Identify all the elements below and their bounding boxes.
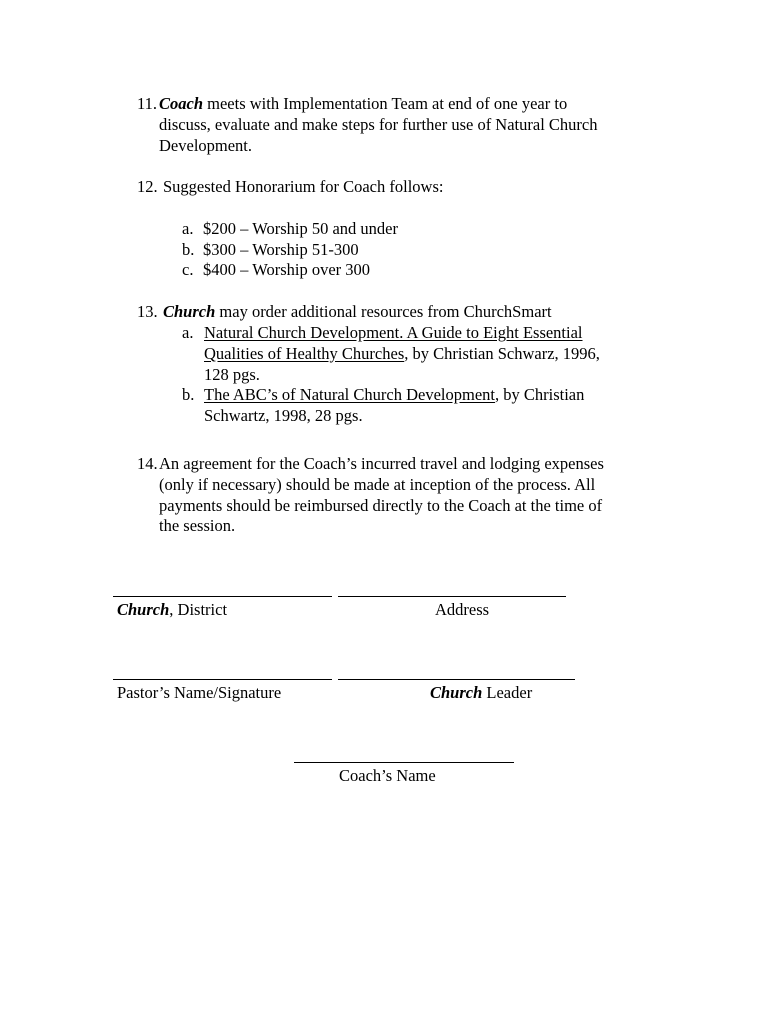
item-11-line-1 [159,94,659,115]
signature-line-address[interactable] [338,596,566,597]
signature-line-church-district[interactable] [113,596,332,597]
resource-b [182,385,642,429]
book-pages: 128 pgs. [204,364,260,384]
sub-letter: b. [182,240,195,259]
item-14-line-4: the session. [159,516,236,536]
item-11-bold-word: Coach [159,94,204,113]
signature-line-church-leader[interactable] [338,679,575,680]
sub-text: $200 – Worship 50 and under [203,219,398,238]
book-title-line-2: Qualities of Healthy Churches [204,343,405,363]
item-13-bold-word: Church [163,302,216,321]
signature-line-pastor[interactable] [113,679,332,680]
item-number: 13. [137,302,158,321]
item-14-line-1: An agreement for the Coach’s incurred travel and lodging expenses [159,454,604,473]
honorarium-option-a [182,219,602,241]
sub-letter: a. [182,323,194,342]
church-bold-word: Church [117,600,170,619]
district-text: , District [169,600,228,619]
item-14-line-2: (only if necessary) should be made at inception of the process. All [159,474,596,494]
item-11-line-3: Development. [159,135,253,155]
sub-text: $300 – Worship 51-300 [203,240,359,259]
book-title-line-1: Natural Church Development. A Guide to Eight Essential [204,323,583,342]
leader-text: Leader [482,683,533,702]
item-12-text: Suggested Honorarium for Coach follows: [163,177,444,196]
item-number: 12. [137,177,158,196]
church-bold-word: Church [430,683,483,702]
honorarium-option-c [182,260,602,282]
list-item-13 [137,302,657,324]
book-title: The ABC’s of Natural Church Development [204,385,495,404]
address-label: Address [435,600,490,619]
sub-letter: a. [182,219,194,238]
honorarium-option-b [182,240,602,262]
item-number: 11. [137,94,158,113]
sub-letter: c. [182,260,194,279]
list-item-11 [137,94,657,158]
item-number: 14. [137,454,158,473]
item-13-text: may order additional resources from ChurchSmart [215,302,552,321]
church-district-label [117,600,227,621]
signature-line-coach[interactable] [294,762,514,763]
resource-a [182,323,642,387]
item-11-line-1-text: meets with Implementation Team at end of one year to [203,94,568,113]
church-leader-label [430,683,532,704]
list-item-12 [137,177,657,199]
item-14-line-3: payments should be reimbursed directly to the Coach at the time of [159,495,603,515]
list-item-14 [137,454,657,540]
book-details: Schwartz, 1998, 28 pgs. [204,405,363,425]
book-author-info: , by Christian Schwarz, 1996, [404,343,600,363]
book-author-info: , by Christian [494,385,585,404]
item-11-line-2: discuss, evaluate and make steps for further use of Natural Church [159,114,598,134]
sub-letter: b. [182,385,195,404]
sub-text: $400 – Worship over 300 [203,260,371,279]
coach-name-label: Coach’s Name [339,766,436,785]
pastor-label: Pastor’s Name/Signature [117,683,282,702]
